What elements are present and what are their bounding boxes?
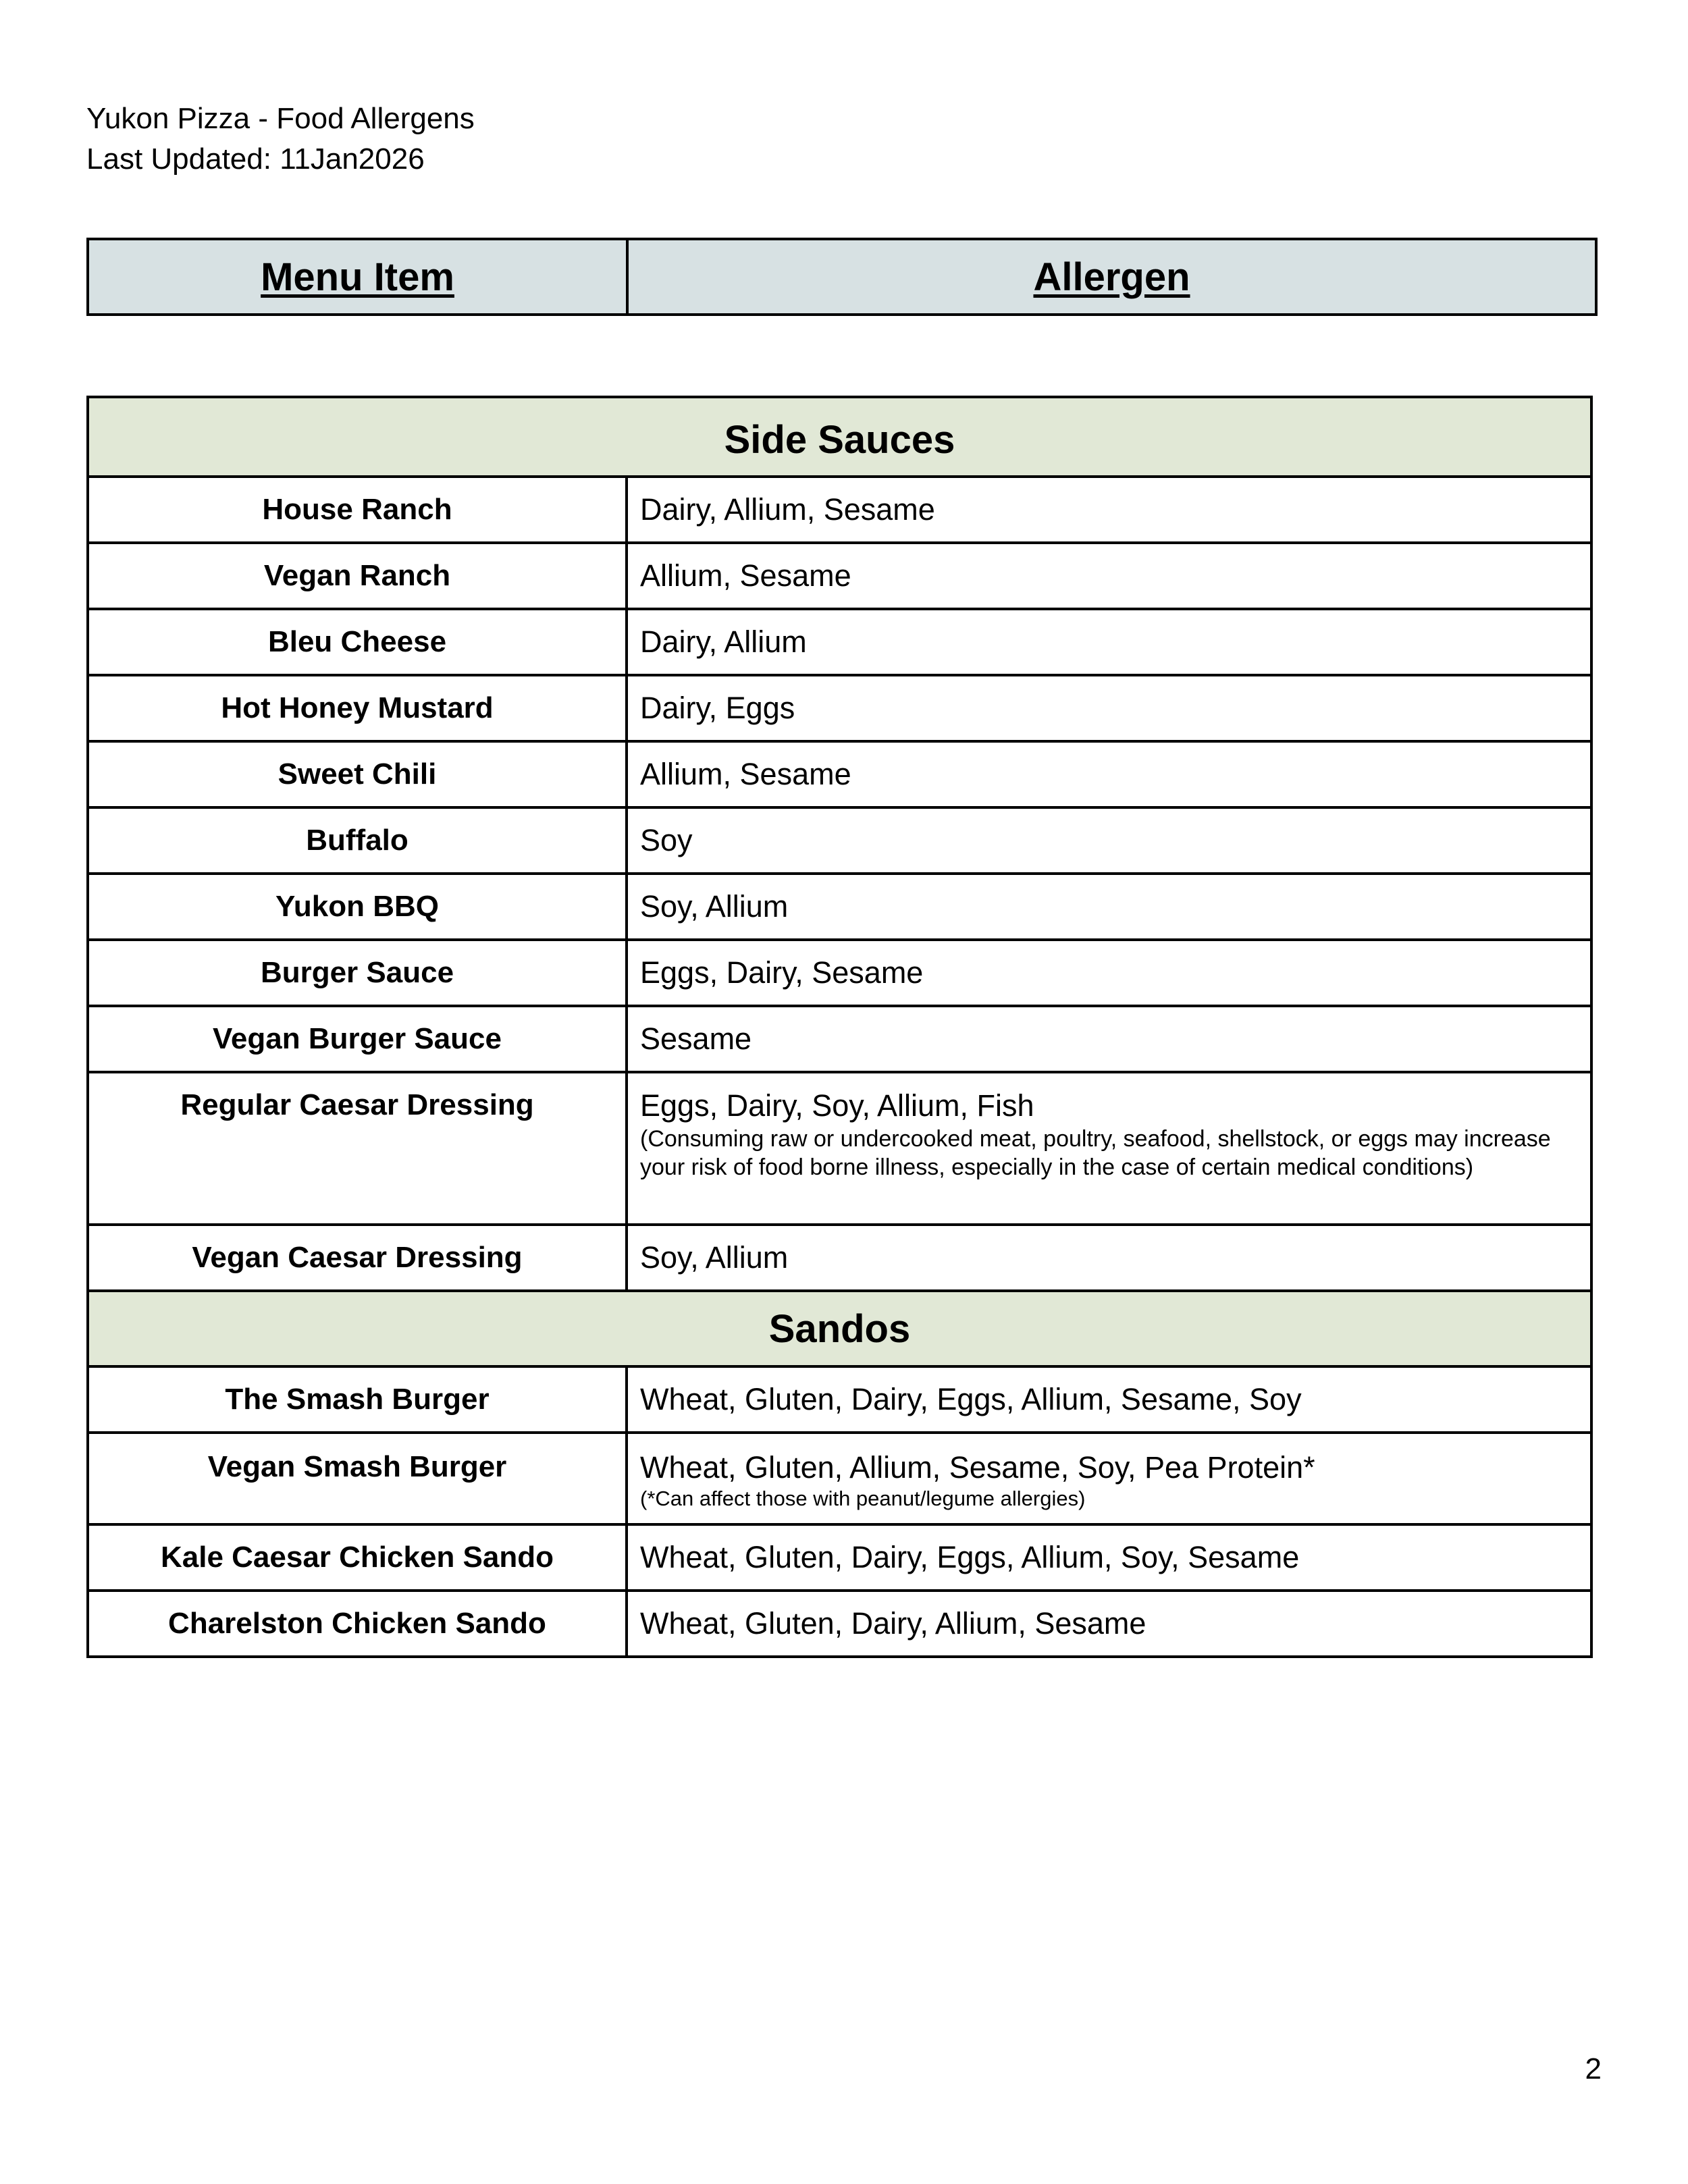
menu-item-name: Regular Caesar Dressing bbox=[88, 1072, 627, 1225]
table-row bbox=[88, 477, 1591, 543]
document-header bbox=[86, 99, 475, 180]
menu-item-name: Kale Caesar Chicken Sando bbox=[88, 1524, 627, 1591]
last-updated: Last Updated: 11Jan2026 bbox=[86, 142, 425, 176]
table-row bbox=[88, 940, 1591, 1006]
table-row bbox=[88, 543, 1591, 609]
allergen-table bbox=[86, 396, 1593, 1658]
column-header-table bbox=[86, 238, 1598, 316]
menu-item-allergens: Wheat, Gluten, Dairy, Eggs, Allium, Soy, Sesame bbox=[627, 1524, 1591, 1591]
menu-item-name: Vegan Smash Burger bbox=[88, 1433, 627, 1524]
menu-item-allergens: Soy, Allium bbox=[627, 1225, 1591, 1291]
menu-item-allergens: Allium, Sesame bbox=[627, 741, 1591, 807]
allergen-advisory-note: (*Can affect those with peanut/legume allergies) bbox=[640, 1487, 1086, 1510]
table-row bbox=[88, 1366, 1591, 1433]
section-header-sandos bbox=[88, 1291, 1591, 1366]
allergen-column-header: Allergen bbox=[627, 239, 1596, 315]
menu-item-allergens: Wheat, Gluten, Dairy, Eggs, Allium, Sesame, Soy bbox=[627, 1366, 1591, 1433]
table-row bbox=[88, 807, 1591, 874]
menu-item-name: The Smash Burger bbox=[88, 1366, 627, 1433]
menu-item-name: Vegan Burger Sauce bbox=[88, 1006, 627, 1072]
menu-item-column-header: Menu Item bbox=[88, 239, 627, 315]
table-row bbox=[88, 609, 1591, 675]
table-row bbox=[88, 1433, 1591, 1524]
menu-item-name: Vegan Ranch bbox=[88, 543, 627, 609]
menu-item-allergens: Soy bbox=[627, 807, 1591, 874]
menu-item-name: Buffalo bbox=[88, 807, 627, 874]
allergen-advisory-note: (Consuming raw or undercooked meat, poultry, seafood, shellstock, or eggs may increase your risk of food borne illness, especially in the case of certain medical conditions) bbox=[640, 1126, 1551, 1180]
menu-item-name: Charelston Chicken Sando bbox=[88, 1591, 627, 1657]
table-row bbox=[88, 675, 1591, 741]
menu-item-allergens: Wheat, Gluten, Allium, Sesame, Soy, Pea Protein* bbox=[640, 1450, 1315, 1485]
menu-item-allergens-cell bbox=[627, 1072, 1591, 1225]
menu-item-allergens: Eggs, Dairy, Soy, Allium, Fish bbox=[640, 1088, 1034, 1123]
document-title: Yukon Pizza - Food Allergens bbox=[86, 102, 475, 135]
menu-item-name: Sweet Chili bbox=[88, 741, 627, 807]
menu-item-name: Vegan Caesar Dressing bbox=[88, 1225, 627, 1291]
menu-item-allergens: Sesame bbox=[627, 1006, 1591, 1072]
menu-item-allergens: Allium, Sesame bbox=[627, 543, 1591, 609]
menu-item-allergens: Eggs, Dairy, Sesame bbox=[627, 940, 1591, 1006]
table-row bbox=[88, 1072, 1591, 1225]
menu-item-name: Yukon BBQ bbox=[88, 874, 627, 940]
section-header-side-sauces bbox=[88, 397, 1591, 477]
table-row bbox=[88, 874, 1591, 940]
table-row bbox=[88, 1006, 1591, 1072]
menu-item-allergens: Dairy, Eggs bbox=[627, 675, 1591, 741]
menu-item-allergens: Soy, Allium bbox=[627, 874, 1591, 940]
menu-item-name: Burger Sauce bbox=[88, 940, 627, 1006]
menu-item-allergens: Wheat, Gluten, Dairy, Allium, Sesame bbox=[627, 1591, 1591, 1657]
table-row bbox=[88, 1225, 1591, 1291]
table-row bbox=[88, 1524, 1591, 1591]
table-row bbox=[88, 741, 1591, 807]
menu-item-allergens: Dairy, Allium bbox=[627, 609, 1591, 675]
section-title: Sandos bbox=[88, 1291, 1591, 1366]
section-title: Side Sauces bbox=[88, 397, 1591, 477]
menu-item-name: House Ranch bbox=[88, 477, 627, 543]
menu-item-allergens-cell bbox=[627, 1433, 1591, 1524]
menu-item-name: Hot Honey Mustard bbox=[88, 675, 627, 741]
menu-item-allergens: Dairy, Allium, Sesame bbox=[627, 477, 1591, 543]
table-row bbox=[88, 1591, 1591, 1657]
menu-item-name: Bleu Cheese bbox=[88, 609, 627, 675]
page-number: 2 bbox=[1585, 2052, 1602, 2085]
column-header-row bbox=[88, 239, 1596, 315]
